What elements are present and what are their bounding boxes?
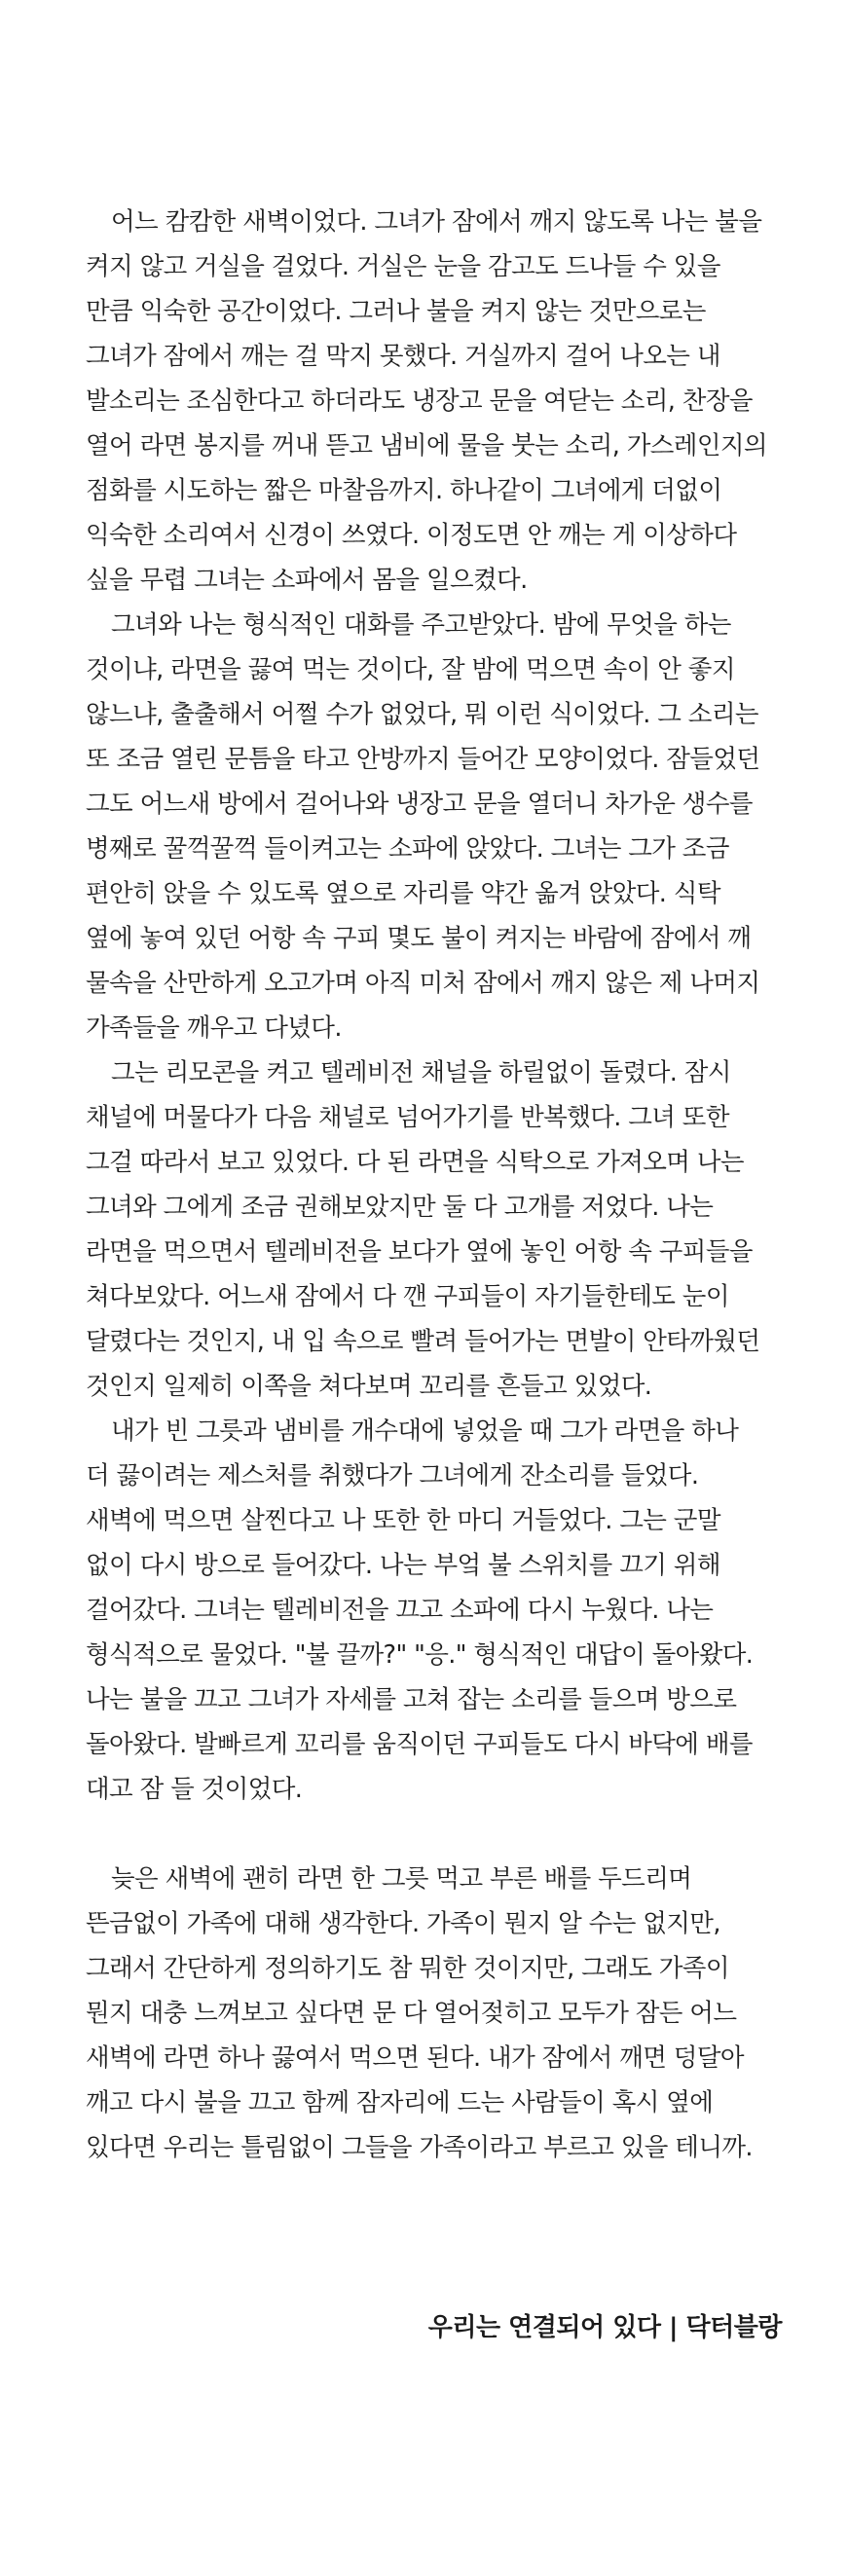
paragraph-3: 그는 리모콘을 켜고 텔레비전 채널을 하릴없이 돌렸다. 잠시 채널에 머물다가 다음 채널로 넘어가기를 반복했다. 그녀 또한 그걸 따라서 보고 있었다. 다 된 라면을 식탁으로 가져오며 나는 그녀와 그에게 조금 권해보았지만 둘 다 고개를 저었다. 나는 라면을 먹으면서 텔레비전을 보다가 옆에 놓인 어항 속 구피들을 쳐다보았다. 어느새 잠에서 다 깬 구피들이 자기들한테도 눈이 달렸다는 것인지, 내 입 속으로 빨려 들어가는 면발이 안타까웠던 것인지 일제히 이쪽을 쳐다보며 꼬리를 흔들고 있었다. bbox=[86, 1058, 760, 1401]
paragraph-1: 어느 캄캄한 새벽이었다. 그녀가 잠에서 깨지 않도록 나는 불을 켜지 않고 거실을 걸었다. 거실은 눈을 감고도 드나들 수 있을 만큼 익숙한 공간이었다. 그러나 불을 켜지 않는 것만으로는 그녀가 잠에서 깨는 걸 막지 못했다. 거실까지 걸어 나오는 내 발소리는 조심한다고 하더라도 냉장고 문을 여닫는 소리, 찬장을 열어 라면 봉지를 꺼내 뜯고 냄비에 물을 붓는 소리, 가스레인지의 점화를 시도하는 짧은 마찰음까지. 하나같이 그녀에게 더없이 익숙한 소리여서 신경이 쓰였다. 이정도면 안 깨는 게 이상하다 싶을 무렵 그녀는 소파에서 몸을 일으켰다. bbox=[86, 207, 767, 595]
paragraph-5: 늦은 새벽에 괜히 라면 한 그릇 먹고 부른 배를 두드리며 뜬금없이 가족에 대해 생각한다. 가족이 뭔지 알 수는 없지만, 그래서 간단하게 정의하기도 참 뭐한 것이지만, 그래도 가족이 뭔지 대충 느껴보고 싶다면 문 다 열어젖히고 모두가 잠든 어느 새벽에 라면 하나 끓여서 먹으면 된다. 내가 잠에서 깨면 덩달아 깨고 다시 불을 끄고 함께 잠자리에 드는 사람들이 혹시 옆에 있다면 우리는 틀림없이 그들을 가족이라고 부르고 있을 테니까. bbox=[86, 1864, 753, 2162]
paragraph-4: 내가 빈 그릇과 냄비를 개수대에 넣었을 때 그가 라면을 하나 더 끓이려는 제스처를 취했다가 그녀에게 잔소리를 들었다. 새벽에 먹으면 살찐다고 나 또한 한 마디 거들었다. 그는 군말 없이 다시 방으로 들어갔다. 나는 부엌 불 스위치를 끄기 위해 걸어갔다. 그녀는 텔레비전을 끄고 소파에 다시 누웠다. 나는 형식적으로 물었다. "불 끌까?" "응." 형식적인 대답이 돌아왔다. 나는 불을 끄고 그녀가 자세를 고쳐 잡는 소리를 들으며 방으로 돌아왔다. 발빠르게 꼬리를 움직이던 구피들도 다시 바닥에 배를 대고 잠 들 것이었다. bbox=[86, 1417, 754, 1804]
essay-body bbox=[86, 200, 767, 2170]
paragraph-2: 그녀와 나는 형식적인 대화를 주고받았다. 밤에 무엇을 하는 것이냐, 라면을 끓여 먹는 것이다, 잘 밤에 먹으면 속이 안 좋지 않느냐, 출출해서 어쩔 수가 없었다, 뭐 이런 식이었다. 그 소리는 또 조금 열린 문틈을 타고 안방까지 들어간 모양이었다. 잠들었던 그도 어느새 방에서 걸어나와 냉장고 문을 열더니 차가운 생수를 병째로 꿀꺽꿀꺽 들이켜고는 소파에 앉았다. 그녀는 그가 조금 편안히 앉을 수 있도록 옆으로 자리를 약간 옮겨 앉았다. 식탁 옆에 놓여 있던 어항 속 구피 몇도 불이 켜지는 바람에 잠에서 깨 물속을 산만하게 오고가며 아직 미처 잠에서 깨지 않은 제 나머지 가족들을 깨우고 다녔다. bbox=[86, 610, 760, 1043]
author-signature: 우리는 연결되어 있다 | 닥터블랑 bbox=[427, 2313, 782, 2342]
